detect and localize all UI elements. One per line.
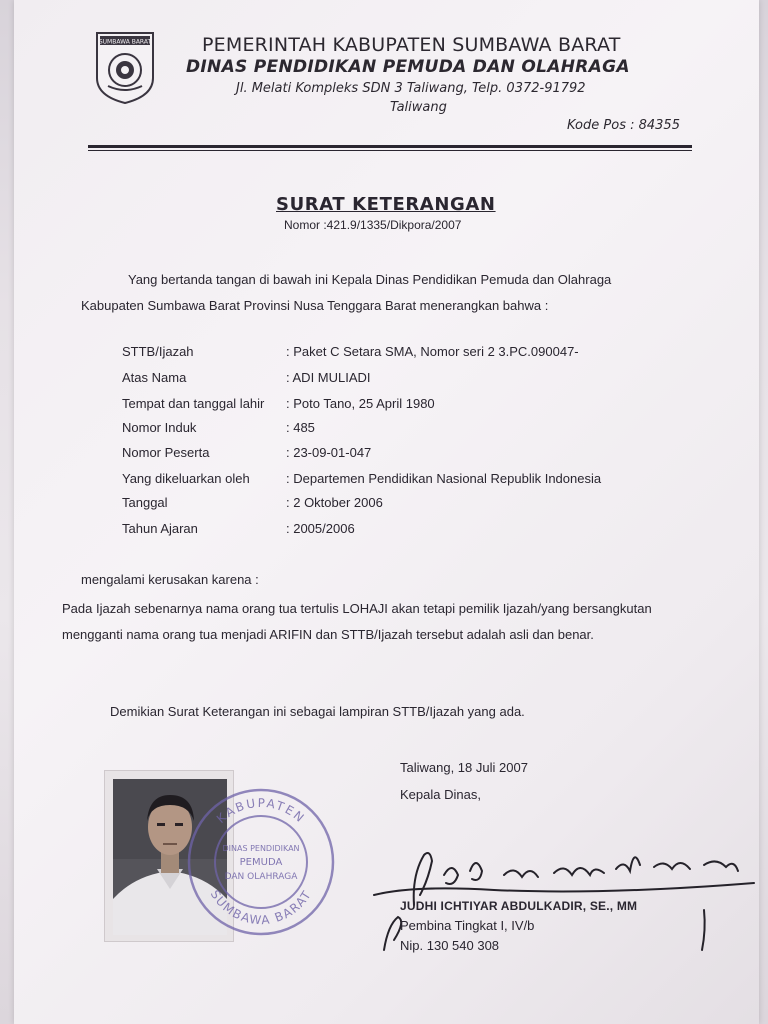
header-rule-thick [88,145,692,148]
signatory-nip: Nip. 130 540 308 [400,938,500,953]
header-address: Jl. Melati Kompleks SDN 3 Taliwang, Telp. 0372-91792 [236,81,586,96]
field-value: : Paket C Setara SMA, Nomor seri 2 3.PC.090047- [286,344,579,359]
header-postcode: Kode Pos : 84355 [567,118,680,133]
field-value: : 485 [286,420,315,435]
document-title: SURAT KETERANGAN [276,194,496,215]
regency-crest-icon [94,30,156,105]
field-label: Yang dikeluarkan oleh [122,471,250,486]
field-value: : 23-09-01-047 [286,445,372,460]
header-department: DINAS PENDIDIKAN PEMUDA DAN OLAHRAGA [186,57,630,77]
field-value: : 2 Oktober 2006 [286,495,383,510]
stamp-outer-bottom: SUMBAWA BARAT [207,887,315,928]
field-label: STTB/Ijazah [122,344,194,359]
signatory-rank: Pembina Tingkat I, IV/b [400,918,535,933]
document-page [14,0,759,1024]
field-label: Tahun Ajaran [122,521,198,536]
damage-intro: mengalami kerusakan karena : [81,572,259,587]
crest-label: SUMBAWA BARAT [98,38,152,46]
signatory-name: JUDHI ICHTIYAR ABDULKADIR, SE., MM [400,899,638,913]
signature-role: Kepala Dinas, [400,787,481,802]
stamp-inner-3: DAN OLAHRAGA [224,872,298,882]
field-label: Atas Nama [122,370,187,385]
header-rule-thin [88,150,692,151]
header-city: Taliwang [390,100,447,115]
signature-place-date: Taliwang, 18 Juli 2007 [400,760,528,775]
damage-explanation: Pada Ijazah sebenarnya nama orang tua tertulis LOHAJI akan tetapi pemilik Ijazah/yang bersangkutan mengganti nama orang tua menjadi ARIFIN dan STTB/Ijazah tersebut adalah asli dan benar. [62,601,652,642]
field-value: : Poto Tano, 25 April 1980 [286,396,435,411]
field-value: : Departemen Pendidikan Nasional Republik Indonesia [286,471,602,486]
stamp-inner-2: PEMUDA [239,857,283,868]
header-government: PEMERINTAH KABUPATEN SUMBAWA BARAT [202,34,621,56]
field-label: Tanggal [122,495,168,510]
document-number: Nomor :421.9/1335/Dikpora/2007 [284,218,462,232]
stamp-outer-top: KABUPATEN [213,795,309,827]
field-label: Nomor Peserta [122,445,210,460]
svg-text:KABUPATEN [214,796,308,826]
intro-line-1: Yang bertanda tangan di bawah ini Kepala Dinas Pendidikan Pemuda dan Olahraga [128,272,612,287]
field-label: Tempat dan tanggal lahir [122,396,265,411]
handwritten-signature-icon [354,835,768,955]
official-stamp-icon [184,785,339,940]
intro-line-2: Kabupaten Sumbawa Barat Provinsi Nusa Tenggara Barat menerangkan bahwa : [81,298,549,313]
field-value: : 2005/2006 [286,521,355,536]
closing-statement: Demikian Surat Keterangan ini sebagai lampiran STTB/Ijazah yang ada. [110,704,525,719]
stamp-inner-1: DINAS PENDIDIKAN [222,844,300,853]
field-value: : ADI MULIADI [286,370,371,385]
field-label: Nomor Induk [122,420,197,435]
